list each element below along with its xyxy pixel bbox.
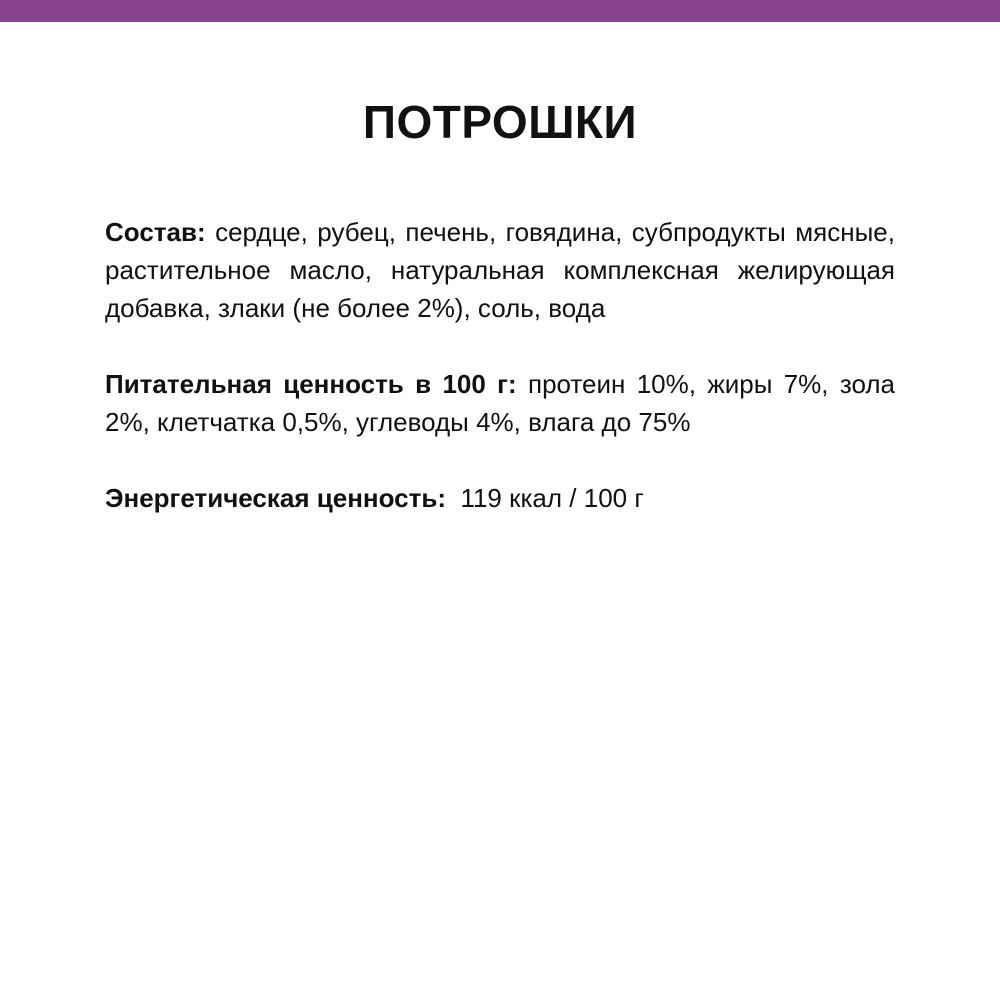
page-title: ПОТРОШКИ bbox=[362, 96, 638, 148]
nutrition-section bbox=[105, 365, 895, 441]
nutrition-text: протеин 10%, жиры 7%, зола 2%, клетчатка 0,5%, углеводы 4%, влага до 75% bbox=[105, 369, 895, 437]
energy-text: 119 ккал / 100 г bbox=[460, 483, 644, 513]
energy-label: Энергетическая ценность: bbox=[105, 483, 446, 513]
ingredients-label: Состав: bbox=[105, 217, 206, 247]
energy-section bbox=[105, 479, 895, 517]
nutrition-label: Питательная ценность в 100 г: bbox=[105, 369, 517, 399]
top-accent-bar bbox=[0, 0, 1000, 22]
ingredients-text: сердце, рубец, печень, говядина, субпродукты мясные, растительное масло, натуральная комплексная желирующая добавка, злаки (не более 2%), соль, вода bbox=[105, 217, 895, 323]
product-info bbox=[105, 213, 895, 517]
ingredients-section bbox=[105, 213, 895, 327]
